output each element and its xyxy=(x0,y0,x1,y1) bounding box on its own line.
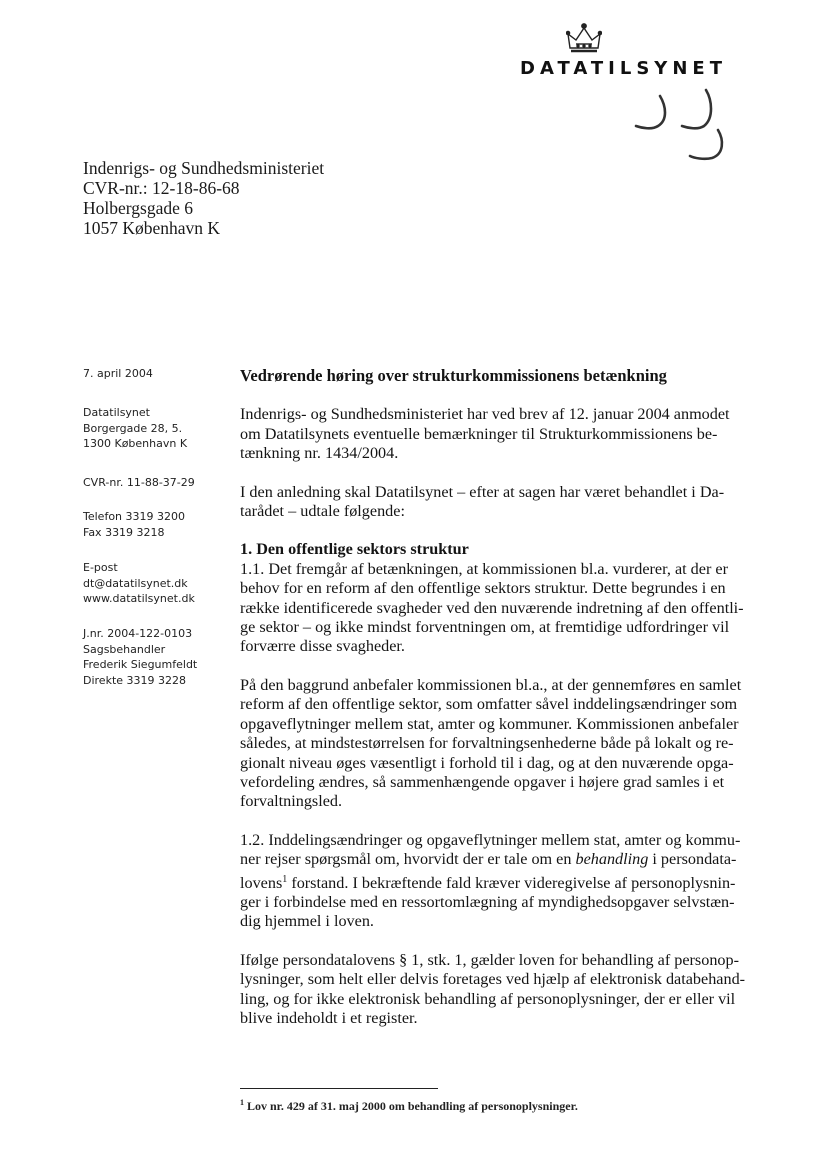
text-line: Ifølge persondatalovens § 1, stk. 1, gælder loven for behandling af personop- xyxy=(240,950,739,969)
sender-cvr xyxy=(83,475,195,491)
sender-phone xyxy=(83,509,185,540)
handwritten-mark-icon xyxy=(620,86,730,166)
recipient-address xyxy=(83,158,324,238)
email-address: dt@datatilsynet.dk xyxy=(83,576,188,590)
text-line: vefordeling ændres, så sammenhængende opgaver i højere grad samles i et xyxy=(240,772,725,791)
paragraph xyxy=(240,676,760,812)
text-line: dig hjemmel i loven. xyxy=(240,912,374,931)
text-run: forstand. I bekræftende fald kræver videregivelse af personoplysnin- xyxy=(287,873,736,892)
recipient-line: CVR-nr.: 12-18-86-68 xyxy=(83,178,240,198)
case-direct-phone: Direkte 3319 3228 xyxy=(83,673,187,687)
sender-line: Datatilsynet xyxy=(83,406,150,419)
letter-body xyxy=(240,366,760,1028)
text-run: ner rejser spørgsmål om, hvorvidt der er tale om en xyxy=(240,850,576,869)
text-line: ge sektor – og ikke mindst forventningen om, at fremtidige udfordringer vil xyxy=(240,618,730,637)
text-line: Indenrigs- og Sundhedsministeriet har ved brev af 12. januar 2004 anmodet xyxy=(240,405,730,424)
paragraph xyxy=(240,831,760,932)
paragraph xyxy=(240,483,760,522)
text-line: gionalt niveau øges væsentligt i forhold til i dag, og at den nuværende opga- xyxy=(240,753,734,772)
footnote-divider xyxy=(240,1088,438,1089)
text-line: reform af den offentlige sektor, som omfatter såvel inddelingsændringer som xyxy=(240,695,738,714)
footnote-marker: 1 xyxy=(282,873,288,885)
sender-address xyxy=(83,405,187,452)
letter-date xyxy=(83,366,153,382)
phone-line: Telefon 3319 3200 xyxy=(83,510,185,523)
text-line: ger i forbindelse med en ressortomlægning af myndighedsopgaver selvstæn- xyxy=(240,892,735,911)
text-line: 1.2. Inddelingsændringer og opgaveflytninger mellem stat, amter og kommu- xyxy=(240,830,741,849)
case-info xyxy=(83,626,197,688)
text-line: På den baggrund anbefaler kommissionen bl.a., at der gennemføres en samlet xyxy=(240,675,742,694)
paragraph xyxy=(240,951,760,1029)
footnote xyxy=(240,1098,578,1114)
date-text: 7. april 2004 xyxy=(83,367,153,380)
text-line: ling, og for ikke elektronisk behandling af personoplysninger, der er eller vil xyxy=(240,989,736,1008)
text-line: tarådet – udtale følgende: xyxy=(240,502,405,521)
case-handler-name: Frederik Siegumfeldt xyxy=(83,658,198,671)
text-line: blive indeholdt i et register. xyxy=(240,1008,418,1027)
text-line xyxy=(240,870,760,893)
recipient-line: Holbergsgade 6 xyxy=(83,198,193,218)
text-line: opgaveflytninger mellem stat, amter og kommuner. Kommissionen anbefaler xyxy=(240,714,739,733)
text-line: forværre disse svagheder. xyxy=(240,637,405,656)
text-line: forvaltningsled. xyxy=(240,792,343,811)
case-number: J.nr. 2004-122-0103 xyxy=(83,627,193,640)
text-line xyxy=(240,850,760,869)
text-line: om Datatilsynets eventuelle bemærkninger til Strukturkommissionens be- xyxy=(240,424,718,443)
crown-logo-icon xyxy=(566,22,602,56)
cvr-text: CVR-nr. 11-88-37-29 xyxy=(83,476,195,489)
footnote-number: 1 xyxy=(240,1098,244,1107)
fax-line: Fax 3319 3218 xyxy=(83,525,165,539)
text-run: i persondata- xyxy=(648,850,737,869)
letter-title: Vedrørende høring over strukturkommissionens betænkning xyxy=(240,366,667,385)
footnote-text: Lov nr. 429 af 31. maj 2000 om behandling af personoplysninger. xyxy=(247,1099,578,1113)
section-heading: 1. Den offentlige sektors struktur xyxy=(240,540,469,559)
sender-line: Borgergade 28, 5. xyxy=(83,421,183,435)
text-line: 1.1. Det fremgår af betænkningen, at kommissionen bl.a. vurderer, at der er xyxy=(240,559,728,578)
text-line: tænkning nr. 1434/2004. xyxy=(240,444,399,463)
brand-name: DATATILSYNET xyxy=(520,58,727,79)
emphasis-text: behandling xyxy=(575,850,649,869)
case-handler-label: Sagsbehandler xyxy=(83,642,166,656)
text-line: I den anledning skal Datatilsynet – efter at sagen har været behandlet i Da- xyxy=(240,482,725,501)
website-url: www.datatilsynet.dk xyxy=(83,592,195,605)
recipient-line: 1057 København K xyxy=(83,218,221,238)
recipient-line: Indenrigs- og Sundhedsministeriet xyxy=(83,158,325,178)
email-label: E-post xyxy=(83,561,118,574)
sender-line: 1300 København K xyxy=(83,437,188,450)
paragraph xyxy=(240,405,760,463)
text-run: lovens xyxy=(240,873,283,892)
text-line: række identificerede svagheder ved den nuværende indretning af den offentli- xyxy=(240,598,744,617)
text-line: behov for en reform af den offentlige sektors struktur. Dette begrundes i en xyxy=(240,579,726,598)
sender-contact xyxy=(83,560,195,607)
paragraph xyxy=(240,560,760,657)
text-line: lysninger, som helt eller delvis foretages ved hjælp af elektronisk databehand- xyxy=(240,970,746,989)
text-line: således, at mindstestørrelsen for forvaltningsenhederne både på lokalt og re- xyxy=(240,734,734,753)
